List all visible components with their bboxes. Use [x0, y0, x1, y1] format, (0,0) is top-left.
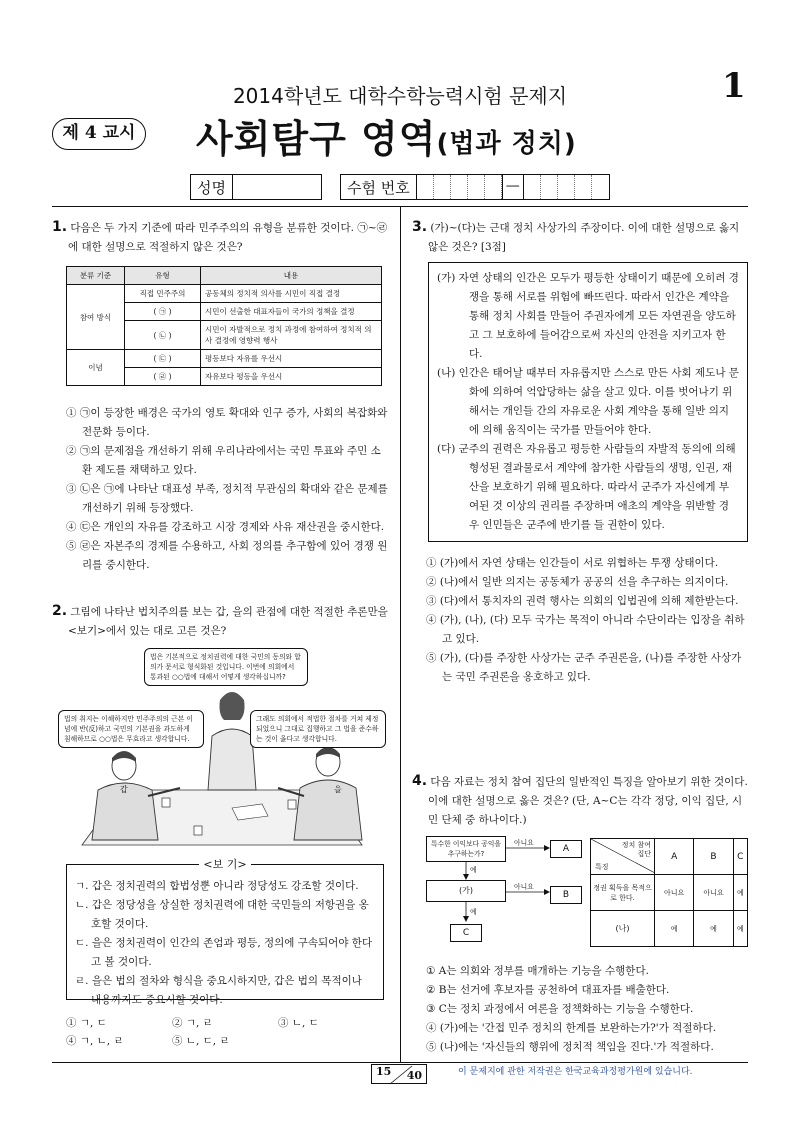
q1-content: 시민이 선출한 대표자들이 국가의 정책을 결정 — [201, 303, 382, 321]
column-divider — [400, 206, 401, 1062]
q4-options — [426, 962, 748, 1057]
subject-main: 사회탐구 영역 — [196, 117, 437, 161]
subject-sub: (법과 정치) — [436, 129, 577, 159]
flow-b-box: B — [550, 886, 582, 904]
q4-option[interactable]: ⑤ (나)에는 '자신들의 행위에 정치적 책임을 진다.'가 적절하다. — [426, 1041, 714, 1053]
q3-options — [426, 554, 748, 687]
q1-type: ( ㉠ ) — [125, 303, 201, 321]
q1-type: ( ㉣ ) — [125, 368, 201, 386]
q2-illustration — [62, 640, 382, 850]
q2-answer[interactable]: ④ ㄱ, ㄴ, ㄹ — [66, 1035, 124, 1047]
q2-answer[interactable]: ⑤ ㄴ, ㄷ, ㄹ — [172, 1035, 230, 1047]
question-1 — [52, 218, 390, 257]
q1-group-participation: 참여 방식 — [67, 285, 125, 350]
q1-option[interactable]: ④ ㉢은 개인의 자유를 강조하고 시장 경제와 사유 재산권을 중시한다. — [66, 521, 385, 533]
subject-title — [196, 108, 577, 163]
q1-group-ideology: 이념 — [67, 350, 125, 386]
exam-title: 2014학년도 대학수학능력시험 문제지 — [232, 84, 568, 108]
q4-option[interactable]: ③ C는 정치 과정에서 여론을 정책화하는 기능을 수행한다. — [426, 1003, 694, 1015]
q2-answers — [66, 1014, 386, 1050]
q1-type: 직접 민주주의 — [125, 285, 201, 303]
id-digit-cell[interactable] — [468, 175, 485, 199]
q4-option[interactable]: ② B는 선거에 후보자를 공천하여 대표자를 배출한다. — [426, 984, 670, 996]
q3-option[interactable]: ④ (가), (나), (다) 모두 국가는 목적이 아니라 수단이라는 입장을 취하고 있다. — [426, 614, 745, 645]
q1-options — [66, 404, 388, 575]
id-digit-cell[interactable] — [541, 175, 558, 199]
q4-cell: 예 — [733, 875, 747, 911]
flow-ga-box: (가) — [426, 880, 506, 902]
id-digit-cell[interactable] — [575, 175, 592, 199]
q3-passage-box — [428, 262, 748, 542]
q1-content: 자유보다 평등을 우선시 — [201, 368, 382, 386]
q3-option[interactable]: ② (나)에서 일반 의지는 공동체가 공공의 선을 추구하는 의지이다. — [426, 576, 729, 588]
bogi-item: ㄹ. 을은 법의 절차와 형식을 중요시하지만, 갑은 법의 목적이나 내용까지도 중요시할 것이다. — [75, 975, 362, 1006]
id-digit-cell[interactable] — [592, 175, 609, 199]
q1-header: 분류 기준 — [67, 267, 125, 285]
corner-bottom-label: 특징 — [595, 863, 609, 871]
q4-col-b: B — [694, 839, 733, 875]
bottom-rule — [52, 1062, 748, 1063]
q2-answer[interactable]: ③ ㄴ, ㄷ — [278, 1017, 319, 1029]
flow-c-box: C — [450, 924, 482, 942]
footer-page-current: 15 — [376, 1065, 392, 1078]
bogi-item: ㄴ. 갑은 정당성을 상실한 정치권력에 대한 국민들의 저항권을 옹호할 것이다. — [75, 899, 369, 930]
name-input-area[interactable] — [233, 175, 321, 199]
question-4 — [412, 772, 748, 830]
question-1-number: 1. — [52, 219, 68, 235]
q1-type: ( ㉢ ) — [125, 350, 201, 368]
q4-cell: 예 — [733, 911, 747, 947]
question-3 — [412, 218, 748, 257]
label-eul: 을 — [334, 785, 342, 794]
copyright-notice: 이 문제지에 관한 저작권은 한국교육과정평가원에 있습니다. — [458, 1067, 693, 1077]
q4-cell: 아니요 — [694, 875, 733, 911]
bogi-item: ㄷ. 을은 정치권력이 인간의 존엄과 평등, 정의에 구속되어야 한다고 볼 것이다. — [75, 937, 373, 968]
speech-bubble-eul: 그래도 의회에서 적법한 절차를 거쳐 제정되었으니 그대로 집행하고 그 법을 준수하는 것이 옳다고 생각합니다. — [250, 710, 386, 748]
q3-option[interactable]: ⑤ (가), (다)를 주장한 사상가는 군주 주권론을, (나)를 주장한 사상가는 국민 주권론을 옹호하고 있다. — [426, 652, 742, 683]
id-digit-cell[interactable] — [524, 175, 541, 199]
q1-content: 시민이 자발적으로 정치 과정에 참여하여 정치적 의사 결정에 영향력 행사 — [201, 321, 382, 350]
page-number: 1 — [722, 66, 746, 106]
q1-option[interactable]: ③ ㉡은 ㉠에 나타난 대표성 부족, 정치적 무관심의 확대와 같은 문제를 개선하기 위해 등장했다. — [66, 483, 388, 514]
q1-content: 평등보다 자유를 우선시 — [201, 350, 382, 368]
id-digit-cell[interactable] — [558, 175, 575, 199]
bogi-item: ㄱ. 갑은 정치권력의 합법성뿐 아니라 정당성도 강조할 것이다. — [75, 880, 359, 892]
q1-header: 내용 — [201, 267, 382, 285]
question-2-stem: 그림에 나타난 법치주의를 보는 갑, 을의 관점에 대한 적절한 추론만을 <보기>에서 있는 대로 고른 것은? — [68, 606, 388, 637]
q4-cell: 예 — [694, 911, 733, 947]
q3-option[interactable]: ① (가)에서 자연 상태는 인간들이 서로 위협하는 투쟁 상태이다. — [426, 557, 719, 569]
q4-corner-cell — [591, 839, 655, 875]
q4-option[interactable]: ① A는 의회와 정부를 매개하는 기능을 수행한다. — [426, 965, 649, 977]
corner-top-label: 정치 참여 집단 — [621, 841, 651, 858]
id-digit-cell[interactable] — [485, 175, 502, 199]
question-4-number: 4. — [412, 773, 428, 789]
q2-bogi-title — [66, 856, 384, 872]
flow-a-box: A — [550, 840, 582, 858]
q1-table — [66, 266, 382, 386]
exam-id-field[interactable] — [340, 174, 610, 200]
passage-na: (나) 인간은 태어날 때부터 자유롭지만 스스로 만든 사회 제도나 문화에 의하여 억압당하는 삶을 살고 있다. 이를 벗어나기 위해서는 개인들 간의 자유로운 사회 계약을 통해 일반 의지에 의해 움직이는 국가를 만들어야 한다. — [437, 367, 739, 436]
passage-da: (다) 군주의 권력은 자유롭고 평등한 사람들의 자발적 동의에 의해 형성된 결과물로서 계약에 참가한 사람들의 생명, 인권, 재산을 보호하기 위해 필요하다. 따라서 군주가 자신에게 부여된 것 이상의 권리를 주장하며 애초의 계약을 위반할 경우 인민들은 군주에 반기를 들 권한이 있다. — [437, 443, 736, 531]
flow-yes-label: 예 — [470, 866, 477, 874]
flow-yes-label: 예 — [470, 908, 477, 916]
q4-row2-label: (나) — [591, 911, 655, 947]
name-field[interactable] — [190, 174, 322, 200]
exam-id-label: 수험 번호 — [341, 175, 417, 199]
question-4-stem: 다음 자료는 정치 참여 집단의 일반적인 특징을 알아보기 위한 것이다. 이에 대한 설명으로 옳은 것은? (단, A~C는 각각 정당, 이익 집단, 시민 단체 중 하나이다.) — [428, 776, 748, 826]
name-label: 성명 — [191, 175, 233, 199]
flow-question-box: 특수한 이익보다 공익을 추구하는가? — [426, 836, 506, 862]
q4-col-a: A — [655, 839, 694, 875]
question-2-number: 2. — [52, 603, 68, 619]
q1-option[interactable]: ① ㉠이 등장한 배경은 국가의 영토 확대와 인구 증가, 사회의 복잡화와 전문화 등이다. — [66, 407, 388, 438]
period-badge: 제 4 교시 — [52, 118, 146, 150]
q1-content: 공동체의 정치적 의사를 시민이 직접 결정 — [201, 285, 382, 303]
footer-page-box — [371, 1064, 427, 1084]
q4-option[interactable]: ④ (가)에는 '간접 민주 정치의 한계를 보완하는가?'가 적절하다. — [426, 1022, 717, 1034]
q4-cell: 아니요 — [655, 875, 694, 911]
speech-bubble-moderator: 법은 기본적으로 정치권력에 대한 국민의 동의와 합의가 문서로 형식화된 것입니다. 이번에 의회에서 통과된 ○○법에 대해서 어떻게 생각하십니까? — [144, 648, 308, 686]
footer-page-total: 40 — [406, 1069, 422, 1082]
q4-table — [590, 838, 748, 947]
question-1-stem: 다음은 두 가지 기준에 따라 민주주의의 유형을 분류한 것이다. ㉠~㉣에 대한 설명으로 적절하지 않은 것은? — [68, 222, 388, 253]
q4-row1-label: 정권 획득을 목적으로 한다. — [591, 875, 655, 911]
id-digit-cell[interactable] — [417, 175, 434, 199]
label-gap: 갑 — [120, 785, 128, 794]
q2-answer[interactable]: ① ㄱ, ㄷ — [66, 1017, 107, 1029]
q2-answer[interactable]: ② ㄱ, ㄹ — [172, 1017, 213, 1029]
q4-flowchart — [426, 836, 594, 954]
question-2 — [52, 602, 390, 641]
flow-no-label: 아니요 — [514, 883, 534, 891]
speech-bubble-gap: 법의 취지는 이해하지만 민주주의의 근본 이념에 반(反)하고 국민의 기본권을 과도하게 침해하므로 ○○법은 무효라고 생각합니다. — [58, 710, 204, 748]
q4-cell: 예 — [655, 911, 694, 947]
question-3-stem: (가)~(다)는 근대 정치 사상가의 주장이다. 이에 대한 설명으로 옳지 않은 것은? [3점] — [428, 222, 740, 253]
id-digit-cell[interactable] — [434, 175, 451, 199]
q2-bogi-box — [66, 864, 384, 1006]
q1-option[interactable]: ② ㉠의 문제점을 개선하기 위해 우리나라에서는 국민 투표와 주민 소환 제도를 채택하고 있다. — [66, 445, 381, 476]
q4-col-c: C — [733, 839, 747, 875]
id-digit-cell[interactable] — [451, 175, 468, 199]
id-dash: — — [502, 175, 524, 199]
question-3-number: 3. — [412, 219, 428, 235]
q1-option[interactable]: ⑤ ㉣은 자본주의 경제를 수용하고, 사회 정의를 추구함에 있어 경쟁 원리를 중시한다. — [66, 540, 388, 571]
passage-ga: (가) 자연 상태의 인간은 모두가 평등한 상태이기 때문에 오히려 경쟁을 통해 서로를 위험에 빠뜨린다. 따라서 인간은 계약을 통해 정치 사회를 만들어 주권자에게 모든 자연권을 양도하고 그 보호하에 들어감으로써 자신의 안전을 지키고자 한다. — [437, 272, 739, 360]
q1-type: ( ㉡ ) — [125, 321, 201, 350]
q3-option[interactable]: ③ (다)에서 통치자의 권력 행사는 의회의 입법권에 의해 제한받는다. — [426, 595, 739, 607]
flow-no-label: 아니요 — [514, 839, 534, 847]
q1-header: 유형 — [125, 267, 201, 285]
bogi-title-text: <보 기> — [199, 858, 250, 871]
